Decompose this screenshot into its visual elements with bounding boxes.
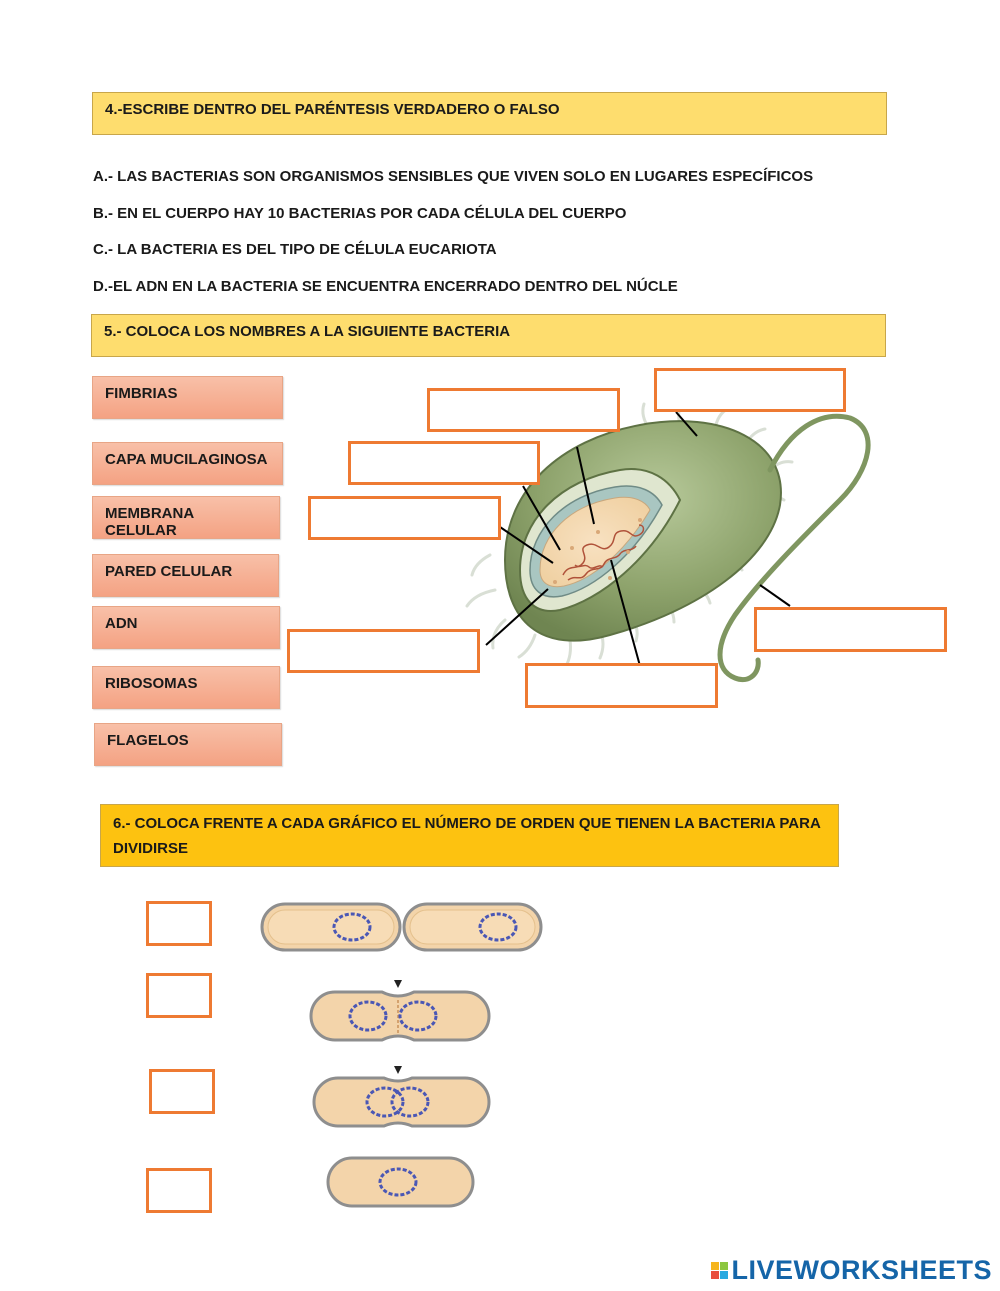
liveworksheets-logo (711, 1255, 992, 1286)
answer-box-mid[interactable] (348, 441, 540, 485)
fission-stage-2 (311, 980, 489, 1040)
logo-text: LIVEWORKSHEETS (731, 1255, 992, 1285)
order-box-2[interactable] (146, 973, 212, 1018)
label-membrana-celular[interactable]: MEMBRANA CELULAR (92, 496, 280, 539)
order-box-4[interactable] (146, 1168, 212, 1213)
fission-stage-1 (262, 904, 541, 950)
answer-box-bottom[interactable] (525, 663, 718, 708)
section5-title: 5.- COLOCA LOS NOMBRES A LA SIGUIENTE BACTERIA (104, 323, 511, 340)
statement-b: B.- EN EL CUERPO HAY 10 BACTERIAS POR CADA CÉLULA DEL CUERPO (93, 205, 627, 222)
section4-title: 4.-ESCRIBE DENTRO DEL PARÉNTESIS VERDADERO O FALSO (105, 101, 560, 118)
answer-box-bottom-left[interactable] (287, 629, 480, 673)
fission-stage-3 (314, 1066, 489, 1126)
fission-stage-4 (328, 1158, 473, 1206)
statement-c: C.- LA BACTERIA ES DEL TIPO DE CÉLULA EUCARIOTA (93, 241, 497, 258)
order-box-3[interactable] (149, 1069, 215, 1114)
label-capa-mucilaginosa[interactable]: CAPA MUCILAGINOSA (92, 442, 283, 485)
answer-box-top-right[interactable] (654, 368, 846, 412)
label-pared-celular[interactable]: PARED CELULAR (92, 554, 279, 597)
answer-box-top-left[interactable] (427, 388, 620, 432)
statement-d: D.-EL ADN EN LA BACTERIA SE ENCUENTRA ENCERRADO DENTRO DEL NÚCLE (93, 278, 678, 295)
label-fimbrias[interactable]: FIMBRIAS (92, 376, 283, 419)
label-adn[interactable]: ADN (92, 606, 280, 649)
section6-title: 6.- COLOCA FRENTE A CADA GRÁFICO EL NÚMERO DE ORDEN QUE TIENEN LA BACTERIA PARA DIVIDIRSE (113, 815, 821, 857)
label-flagelos[interactable]: FLAGELOS (94, 723, 282, 766)
order-box-1[interactable] (146, 901, 212, 946)
answer-box-left[interactable] (308, 496, 501, 540)
answer-box-flagellum[interactable] (754, 607, 947, 652)
section6-header (100, 804, 839, 867)
statement-a: A.- LAS BACTERIAS SON ORGANISMOS SENSIBLES QUE VIVEN SOLO EN LUGARES ESPECÍFICOS (93, 168, 814, 185)
logo-icon (711, 1262, 728, 1279)
label-ribosomas[interactable]: RIBOSOMAS (92, 666, 280, 709)
